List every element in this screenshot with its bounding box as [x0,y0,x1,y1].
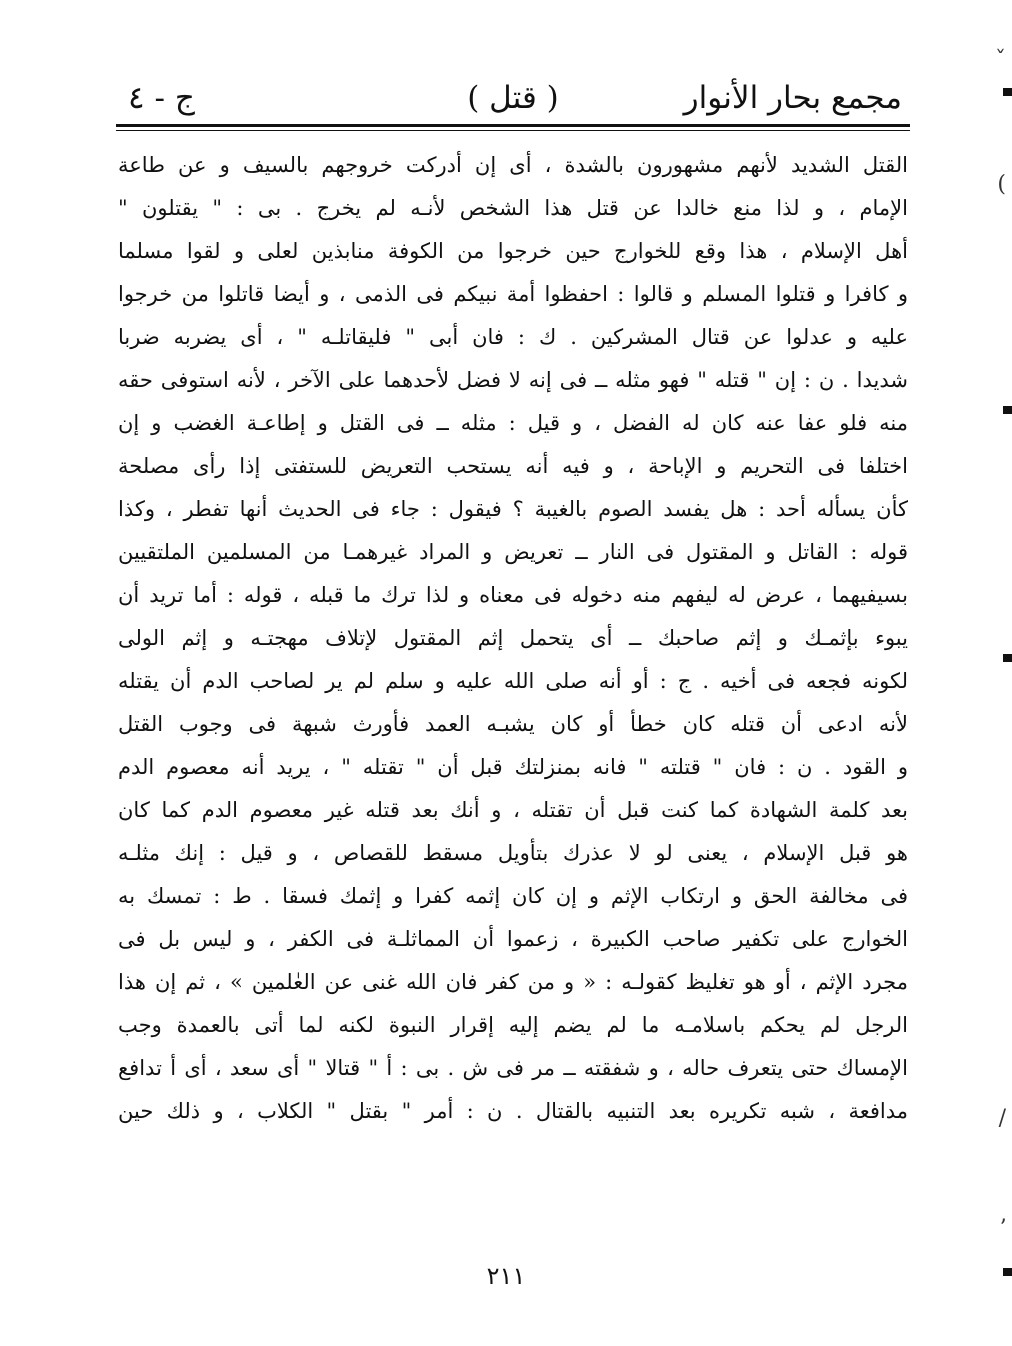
scan-margin-mark: ʼ [999,1216,1006,1241]
text-line: بسيفيهما ، عرض له ليفهم منه دخوله فى معناه و لذا ترك ما قبله ، قوله : أما تريد أن [118,583,908,607]
scan-margin-mark: ( [997,172,1006,197]
text-line: شديدا . ن : إن " قتله " فهو مثله ــ فى إنه لا فضل لأحدهما على الآخر ، لأنه استوفى حقه [118,368,908,392]
text-line: عليه و عدلوا عن قتال المشركين . ﻙ : فان أبى " فليقاتلـه " ، أى يضربه ضربا [118,325,908,349]
text-line: الرجل لم يحكم باسلامـه ما لم يضم إليه إقرار النبوة لكنه لما أتى بالعمدة وجب [118,1013,908,1037]
text-line: منه فلو عفا عنه كان له الفضل ، و قيل : مثله ــ فى القتل و إطاعـة الغضب و إن [118,411,908,435]
page-number: ٢١١ [486,1262,526,1290]
text-line: فى مخالفة الحق و ارتكاب الإثم و إن كان إثمه كفرا و إثمك فسقا . ﻁ : تمسك به [118,884,908,908]
text-line: الإمساك حتى يتعرف حاله ، و شفقته ــ مر فى ش . ﺑﻰ : أ " قتالا " أى سعد ، أى أ تدافع [118,1056,908,1080]
text-line: الخوارج على تكفير صاحب الكبيرة ، زعموا أن المماثلـة فى الكفر ، و ليس بل فى [118,927,908,951]
text-line: هو قبل الإسلام ، يعنى لو لا عذرك بتأويل مسقط للقصاص ، و قيل : إنك مثلـه [118,841,908,865]
text-line: القتل الشديد لأنهم مشهورون بالشدة ، أى إن أدركت خروجهم بالسيف و عن طاعة [118,153,908,177]
text-line: الإمام ، و لذا منع خالدا عن قتل هذا الشخص لأنـه لم يخرج . ﺑﻰ : " يقتلون " [118,196,908,220]
volume-label: ج - ٤ [128,80,195,116]
scan-margin-mark [1003,406,1012,414]
page-header [118,72,908,128]
running-title: مجمع بحار الأنوار [683,80,902,116]
text-line: لأنه ادعى أن قتله كان خطأ أو كان يشبـه العمد فأورث شبهة فى وجوب القتل [118,712,908,736]
text-line: و القود . ن : فان " قتلته " فانه بمنزلتك قبل أن " تقتله " ، يريد أنه معصوم الدم [118,755,908,779]
entry-title: ( قتل ) [467,80,559,116]
text-line: اختلفا فى التحريم و الإباحة ، و فيه أنه يستحب التعريض للستفتى إذا رأى مصلحة [118,454,908,478]
scan-margin-mark [1003,88,1012,96]
scan-margin-mark: / [998,1106,1006,1131]
text-line: يبوء بإثمـك و إثم صاحبك ــ أى يتحمل إثم المقتول لإتلاف مهجتـه و إثم الولى [118,626,908,650]
header-rule-thick [116,124,910,127]
text-line: و كافرا و قتلوا المسلم و قالوا : احفظوا أمة نبيكم فى الذمى ، و أيضا قاتلوا من خرجوا [118,282,908,306]
scan-margin-mark: ˇ [995,48,1006,73]
text-line: بعد كلمة الشهادة كما كنت قبل أن تقتله ، و أنك بعد قتله غير معصوم الدم كما كان [118,798,908,822]
text-line: أهل الإسلام ، هذا وقع للخوارج حين خرجوا من الكوفة منابذين لعلى و لقوا مسلما [118,239,908,263]
scan-margin-mark [1003,654,1012,662]
header-rule-thin [116,130,910,131]
scan-margin-mark [1003,1268,1012,1276]
text-line: مجرد الإثم ، أو هو تغليظ كقولـه : « و من كفر فان الله غنى عن العٰلمين » ، ثم إن هذا [118,970,908,994]
body-text [118,144,908,1133]
text-line: كأن يسأله أحد : هل يفسد الصوم بالغيبة ؟ فيقول : جاء فى الحديث أنها تفطر ، وكذا [118,497,908,521]
text-line: مدافعة ، شبه تكريره بعد التنبيه بالقتال . ن : أمر " بقتل " الكلاب ، و ذلك حين [118,1099,908,1123]
text-line: لكونه فجعه فى أخيه . ﺝ : أو أنه صلى الله عليه و سلم لم ير لصاحب الدم أن يقتله [118,669,908,693]
text-line: قوله : القاتل و المقتول فى النار ــ تعريض و المراد غيرهمـا من المسلمين الملتقيين [118,540,908,564]
